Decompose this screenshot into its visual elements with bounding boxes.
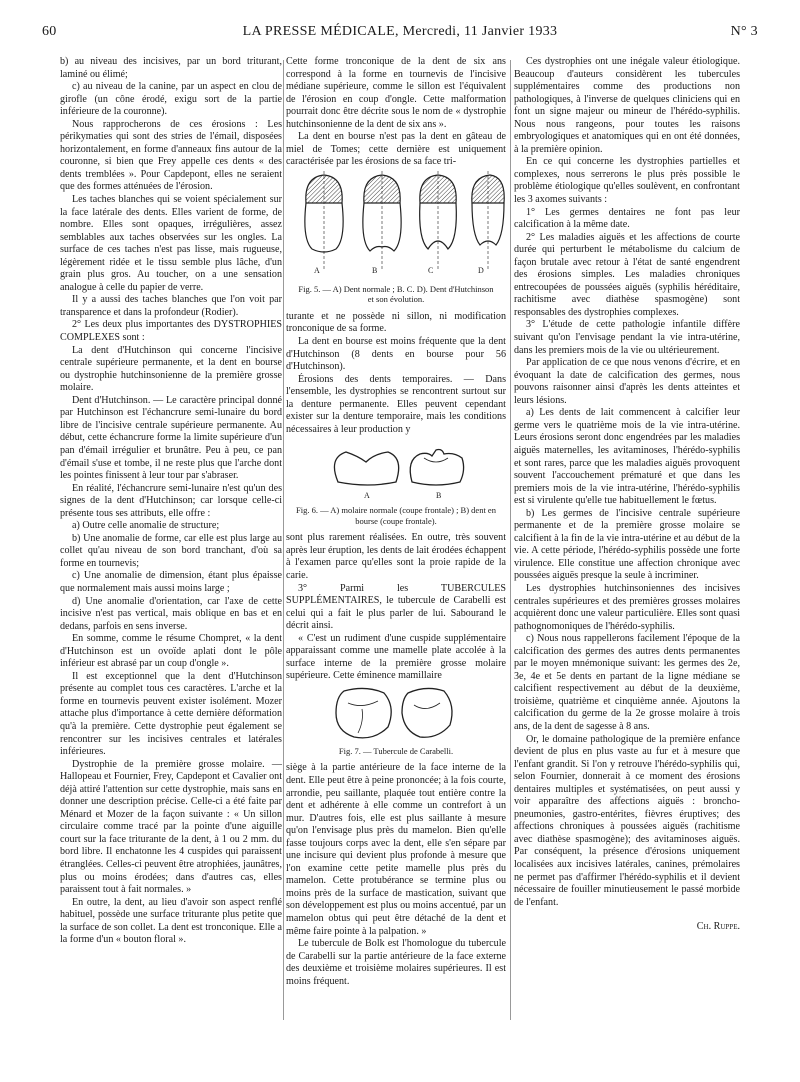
paragraph: sont plus rarement réalisées. En outre, très souvent après leur éruption, les dents de lait érodées échappent à l'examen parce qu'elles sont la proie rapide de la carie. bbox=[286, 532, 507, 582]
figure-caption: Fig. 6. — A) molaire normale (coupe frontale) ; B) dent en bourse (coupe frontale). bbox=[296, 505, 496, 526]
paragraph: b) Une anomalie de forme, car elle est plus large au collet qu'au niveau de son bord tranchant, d'où sa forme en tournevis; bbox=[60, 532, 282, 569]
figure-label: A bbox=[314, 265, 320, 275]
journal-title: LA PRESSE MÉDICALE, Mercredi, 11 Janvier 1933 bbox=[242, 24, 558, 39]
paragraph: 3° L'étude de cette pathologie infantile diffère suivant qu'on l'envisage pendant la vie intra-utérine, dans les premiers mois de la vie ou ultérieurement. bbox=[514, 319, 740, 356]
paragraph: Le tubercule de Bolk est l'homologue du tubercule de Carabelli sur la partie antérieure de la face externe des deuxième et troisième molaires supérieures. Il est moins fréquent. bbox=[286, 938, 506, 987]
paragraph: 2° Les maladies aiguës et les affections de courte durée qui perturbent le métabolisme du calcium de façon brutale avec retour à l'état de santé engendrent des érosions simples. Les maladies chroniques entrecoupées de poussées aiguës (syphilis héréditaire, rachitisme avec diathèse spasmogène) sont responsables des dystrophies complexes. bbox=[514, 231, 740, 318]
column-divider bbox=[510, 60, 511, 1020]
paragraph: c) Nous nous rappellerons facilement l'époque de la calcification des germes des autres dents permanentes par le moyen mnémonique suivant: les germes des 2e, 3e, 4e et 5e dents en partant de la ligne médiane se calcifient respectivement au début de la deuxième, troisième, quatrième et cinquième année. Ajoutons la calcification du germe de la 2e grosse molaire à trois ans, de la dent de sagesse à 8 ans. bbox=[514, 633, 740, 732]
paragraph: En outre, la dent, au lieu d'avoir son aspect renflé habituel, possède une surface triturante plus petite que la surface de son collet. La dent est tronconique. Elle a la forme d'un « bouton floral ». bbox=[60, 896, 282, 946]
paragraph: a) Outre celle anomalie de structure; bbox=[72, 520, 220, 532]
figure-5 bbox=[286, 169, 506, 305]
issue-number: N° 3 bbox=[730, 24, 758, 39]
figure-label: B bbox=[372, 265, 378, 275]
paragraph: 2° Les deux plus importantes des DYSTROPHIES COMPLEXES sont : bbox=[60, 319, 282, 344]
column-2 bbox=[286, 56, 506, 988]
paragraph: Il est exceptionnel que la dent d'Hutchinson présente au complet tous ces caractères. L'arche et la forme en tournevis peuvent exister isolément. Mozer attache plus d'importance à cette dernière déformation qu'à la première. Cette dystrophie peut également se rencontrer sur les incisives centrales et latérales inférieures. bbox=[60, 670, 282, 758]
figure-6 bbox=[286, 436, 506, 526]
paragraph: a) Les dents de lait commencent à calcifier leur germe vers le quatrième mois de la vie intra-utérine. Leurs érosions seront donc engendrées par les maladies aiguës maternelles, les avitaminoses, l'hérédo-syphilis et sont rares, parce que les maladies aiguës provoquent souvent l'accouchement prématuré et que dans les premiers mois de la vie intra-utérine, l'hérédo-syphilis est si virulente qu'elle tue habituellement le fœtus. bbox=[514, 407, 740, 507]
author-signature: Ch. Ruppe. bbox=[696, 921, 740, 933]
paragraph: Ces dystrophies ont une inégale valeur étiologique. Beaucoup d'auteurs considèrent les tubercules supplémentaires comme des productions non pathologiques, à l'inverse de quelques cliniciens qui en font un signe majeur ou mineur de l'hérédo-syphilis. Nous nous rangeons, pour toutes les raisons embryologiques et anatomiques qui en ont été données, à la première opinion. bbox=[514, 56, 740, 155]
paragraph: Dystrophie de la première grosse molaire. — Hallopeau et Fournier, Frey, Capdepont et Cavalier ont déjà attiré l'attention sur cette dystrophie, mais sans en donner une description précise. Celle-ci a été faite par Ménard et Mozer de la façon suivante : « Un sillon circulaire comme tracé par la pointe d'une aiguille court sur la face triturante de la dent, à 1 ou 2 mm. du bord libre. Il enchatonne les 4 cuspides qui paraissent étranglées. Celles-ci peuvent être atrophiées, jaunâtres, plus ou moins érodées; dans d'autres cas, elles paraissent tout à fait normales. » bbox=[60, 758, 282, 896]
column-1 bbox=[60, 56, 282, 947]
paragraph: Par application de ce que nous venons d'écrire, et en évoquant la date de calcification des germes, nous pouvons raisonner ainsi d'après les dents atteintes et leurs lésions. bbox=[514, 357, 740, 406]
carabelli-tubercle-illustration bbox=[286, 683, 506, 743]
paragraph: b) au niveau des incisives, par un bord triturant, laminé ou élimé; bbox=[60, 56, 282, 80]
figure-caption: Fig. 7. — Tubercule de Carabelli. bbox=[338, 745, 454, 756]
figure-label: A bbox=[364, 491, 370, 501]
figure-7 bbox=[286, 683, 506, 757]
figure-label: D bbox=[478, 265, 484, 275]
paragraph: turante et ne possède ni sillon, ni modification tronconique de sa forme. bbox=[286, 310, 506, 335]
figure-label: C bbox=[428, 265, 434, 275]
paragraph: La dent d'Hutchinson qui concerne l'incisive centrale supérieure permanente, et la dent en bourse ou dystrophie hutchinsonienne de la première grosse molaire. bbox=[60, 344, 282, 394]
paragraph: La dent en bourse est moins fréquente que la dent d'Hutchinson (8 dents en bourse pour 56 d'Hutchinson). bbox=[286, 336, 506, 373]
paragraph: c) Une anomalie de dimension, étant plus épaisse que normalement mais aussi moins large ; bbox=[60, 570, 282, 594]
paragraph: siège à la partie antérieure de la face interne de la dent. Elle peut être à peine prononcée; à la fois courte, arrondie, peu saillante, plaquée tout entière contre la dent et adhérente à elle comme un contrefort à un mur. D'autres fois, elle est plus saillante à mesure qu'on l'envisage plus près du mamelon. Bien qu'elle fasse toujours corps avec la dent, elle s'en sépare par une incisure qui devient plus profonde à mesure que l'on examine cette petite mamelle plus près du mamelon. Cette protubérance se termine plus ou moins près de la surface de mastication, suivant que son développement est plus ou moins accentué, par un mamelon obtus qui peut être détaché de la dent et même faire pointe à la palpation. » bbox=[286, 762, 506, 937]
page-header bbox=[42, 24, 758, 44]
figure-label: B bbox=[436, 491, 442, 501]
paragraph: Dent d'Hutchinson. — Le caractère principal donné par Hutchinson est l'échancrure semi-lunaire du bord libre de l'incisive centrale supérieure permanente. Au début, cette échancrure forme la limite supérieure d'un pan d'émail irrégulier et brunâtre. Peu à peu, ce pan d'émail s'use et tombe, il ne reste plus que l'arche dont les pointes finissent à leur tour par s'abraser. bbox=[60, 394, 282, 482]
paragraph: Cette forme tronconique de la dent de six ans correspond à la forme en tournevis de l'incisive médiane supérieure, comme le sillon est l'équivalent de l'érosion en coup d'ongle. Cette malformation pourrait donc être décrite sous le nom de « dystrophie hutchinsonienne de la dent de six ans ». bbox=[286, 56, 506, 130]
paragraph: b) Les germes de l'incisive centrale supérieure permanente et de la première grosse molaire se calcifient à la fin de la vie intra-utérine et au début de la vie. A cette période, l'hérédo-syphilis possède une forte virulence. Elle constitue une affection chronique avec poussées aiguës presque la seule à incriminer. bbox=[514, 507, 740, 582]
paragraph: d) Une anomalie d'orientation, car l'axe de cette incisive n'est pas vertical, mais oblique en bas et en dedans, parfois en sens inverse. bbox=[60, 595, 282, 632]
figure-caption: Fig. 5. — A) Dent normale ; B. C. D). Dent d'Hutchinson et son évolution. bbox=[298, 283, 494, 305]
hutchinson-teeth-illustration bbox=[286, 169, 506, 281]
paragraph: Or, le domaine pathologique de la première enfance devient de plus en plus vaste au fur et à mesure que l'enfant grandit. Si l'on y retrouve l'hérédo-syphilis qui, selon Fournier, donnerait à ce moment des érosions dentaires multiples et systématisées, on peut aussi y voir apparaître des affections aiguës : broncho-pneumonies, gastro-entérites, fièvres éruptives; des affections chroniques à poussées aiguës (rachitisme avec diathèse spasmogène); des avitaminoses aiguës. Par conséquent, la présence d'érosions uniquement localisées aux incisives latérales, canines, prémolaires ne permet pas d'affirmer l'hérédo-syphilis et il devient nécessaire de fouiller minutieusement le passé morbide de l'enfant. bbox=[514, 733, 740, 908]
paragraph: Les taches blanches qui se voient spécialement sur la face latérale des dents. Elles varient de forme, de nombre. Elles sont opaques, irrégulières, assez semblables aux taches observées sur les ongles. La surface de ces taches n'est pas lisse, mais rugueuse, légèrement ridée et le tissu semble plus lâche, d'un grain plus gros. Au toucher, on a une sensation analogue à celle du papier de verre. bbox=[60, 194, 282, 293]
paragraph: Il y a aussi des taches blanches que l'on voit par transparence et dans la profondeur (Rodier). bbox=[60, 294, 282, 318]
paragraph: En ce qui concerne les dystrophies partielles et complexes, nous serrerons le plus près possible le problème étiologique qu'elles soulèvent, en confrontant les 3 axomes suivants : bbox=[514, 156, 740, 206]
molar-sections-illustration bbox=[286, 436, 506, 502]
page-number: 60 bbox=[42, 24, 57, 39]
paragraph: En réalité, l'échancrure semi-lunaire n'est qu'un des signes de la dent d'Hutchinson; car lorsque celle-ci présente tous ses attributs, elle offre : bbox=[60, 482, 282, 519]
paragraph: Nous rapprocherons de ces érosions : Les périkymaties qui sont des stries de l'émail, disposées horizontalement, en forme d'anneaux fins autour de la couronne, si bien que Frey appelle ces dents « des dents tremblées ». Pour Capdepont, elles ne seraient que des formes atténuées de l'érosion. bbox=[60, 118, 282, 193]
column-divider bbox=[283, 60, 284, 1020]
column-3 bbox=[514, 56, 740, 934]
paragraph: 3° Parmi les TUBERCULES SUPPLÉMENTAIRES, le tubercule de Carabelli est celui qui a fait le plus parler de lui. Sabourand le décrit ainsi. bbox=[286, 582, 506, 632]
paragraph: Les dystrophies hutchinsoniennes des incisives centrales supérieures et des premières grosses molaires acquièrent donc une valeur particulière. Elles sont quasi pathognomoniques de l'hérédo-syphilis. bbox=[514, 582, 740, 632]
paragraph: En somme, comme le résume Chompret, « la dent d'Hutchinson est un ovoïde aplati dont le pôle inférieur est abrasé par un coup d'ongle ». bbox=[60, 633, 282, 670]
paragraph: Érosions des dents temporaires. — Dans l'ensemble, les dystrophies se rencontrent surtout sur la denture permanente. Elles peuvent cependant exister sur la denture temporaire, mais les conditions nécessaires à leur production y bbox=[286, 373, 506, 435]
paragraph: La dent en bourse n'est pas la dent en gâteau de miel de Tomes; cette dernière est uniquement caractérisée par les érosions de sa face tri- bbox=[286, 131, 506, 168]
paragraph: « C'est un rudiment d'une cuspide supplémentaire apparaissant comme une mamelle plate accolée à la surface interne de la première grosse molaire supérieure. Cette éminence mamillaire bbox=[286, 632, 506, 682]
paragraph: 1° Les germes dentaires ne font pas leur calcification à la même date. bbox=[514, 206, 740, 231]
paragraph: c) au niveau de la canine, par un aspect en clou de girofle (un cône érodé, exigu sort de la partie inférieure de la couronne). bbox=[60, 81, 282, 118]
